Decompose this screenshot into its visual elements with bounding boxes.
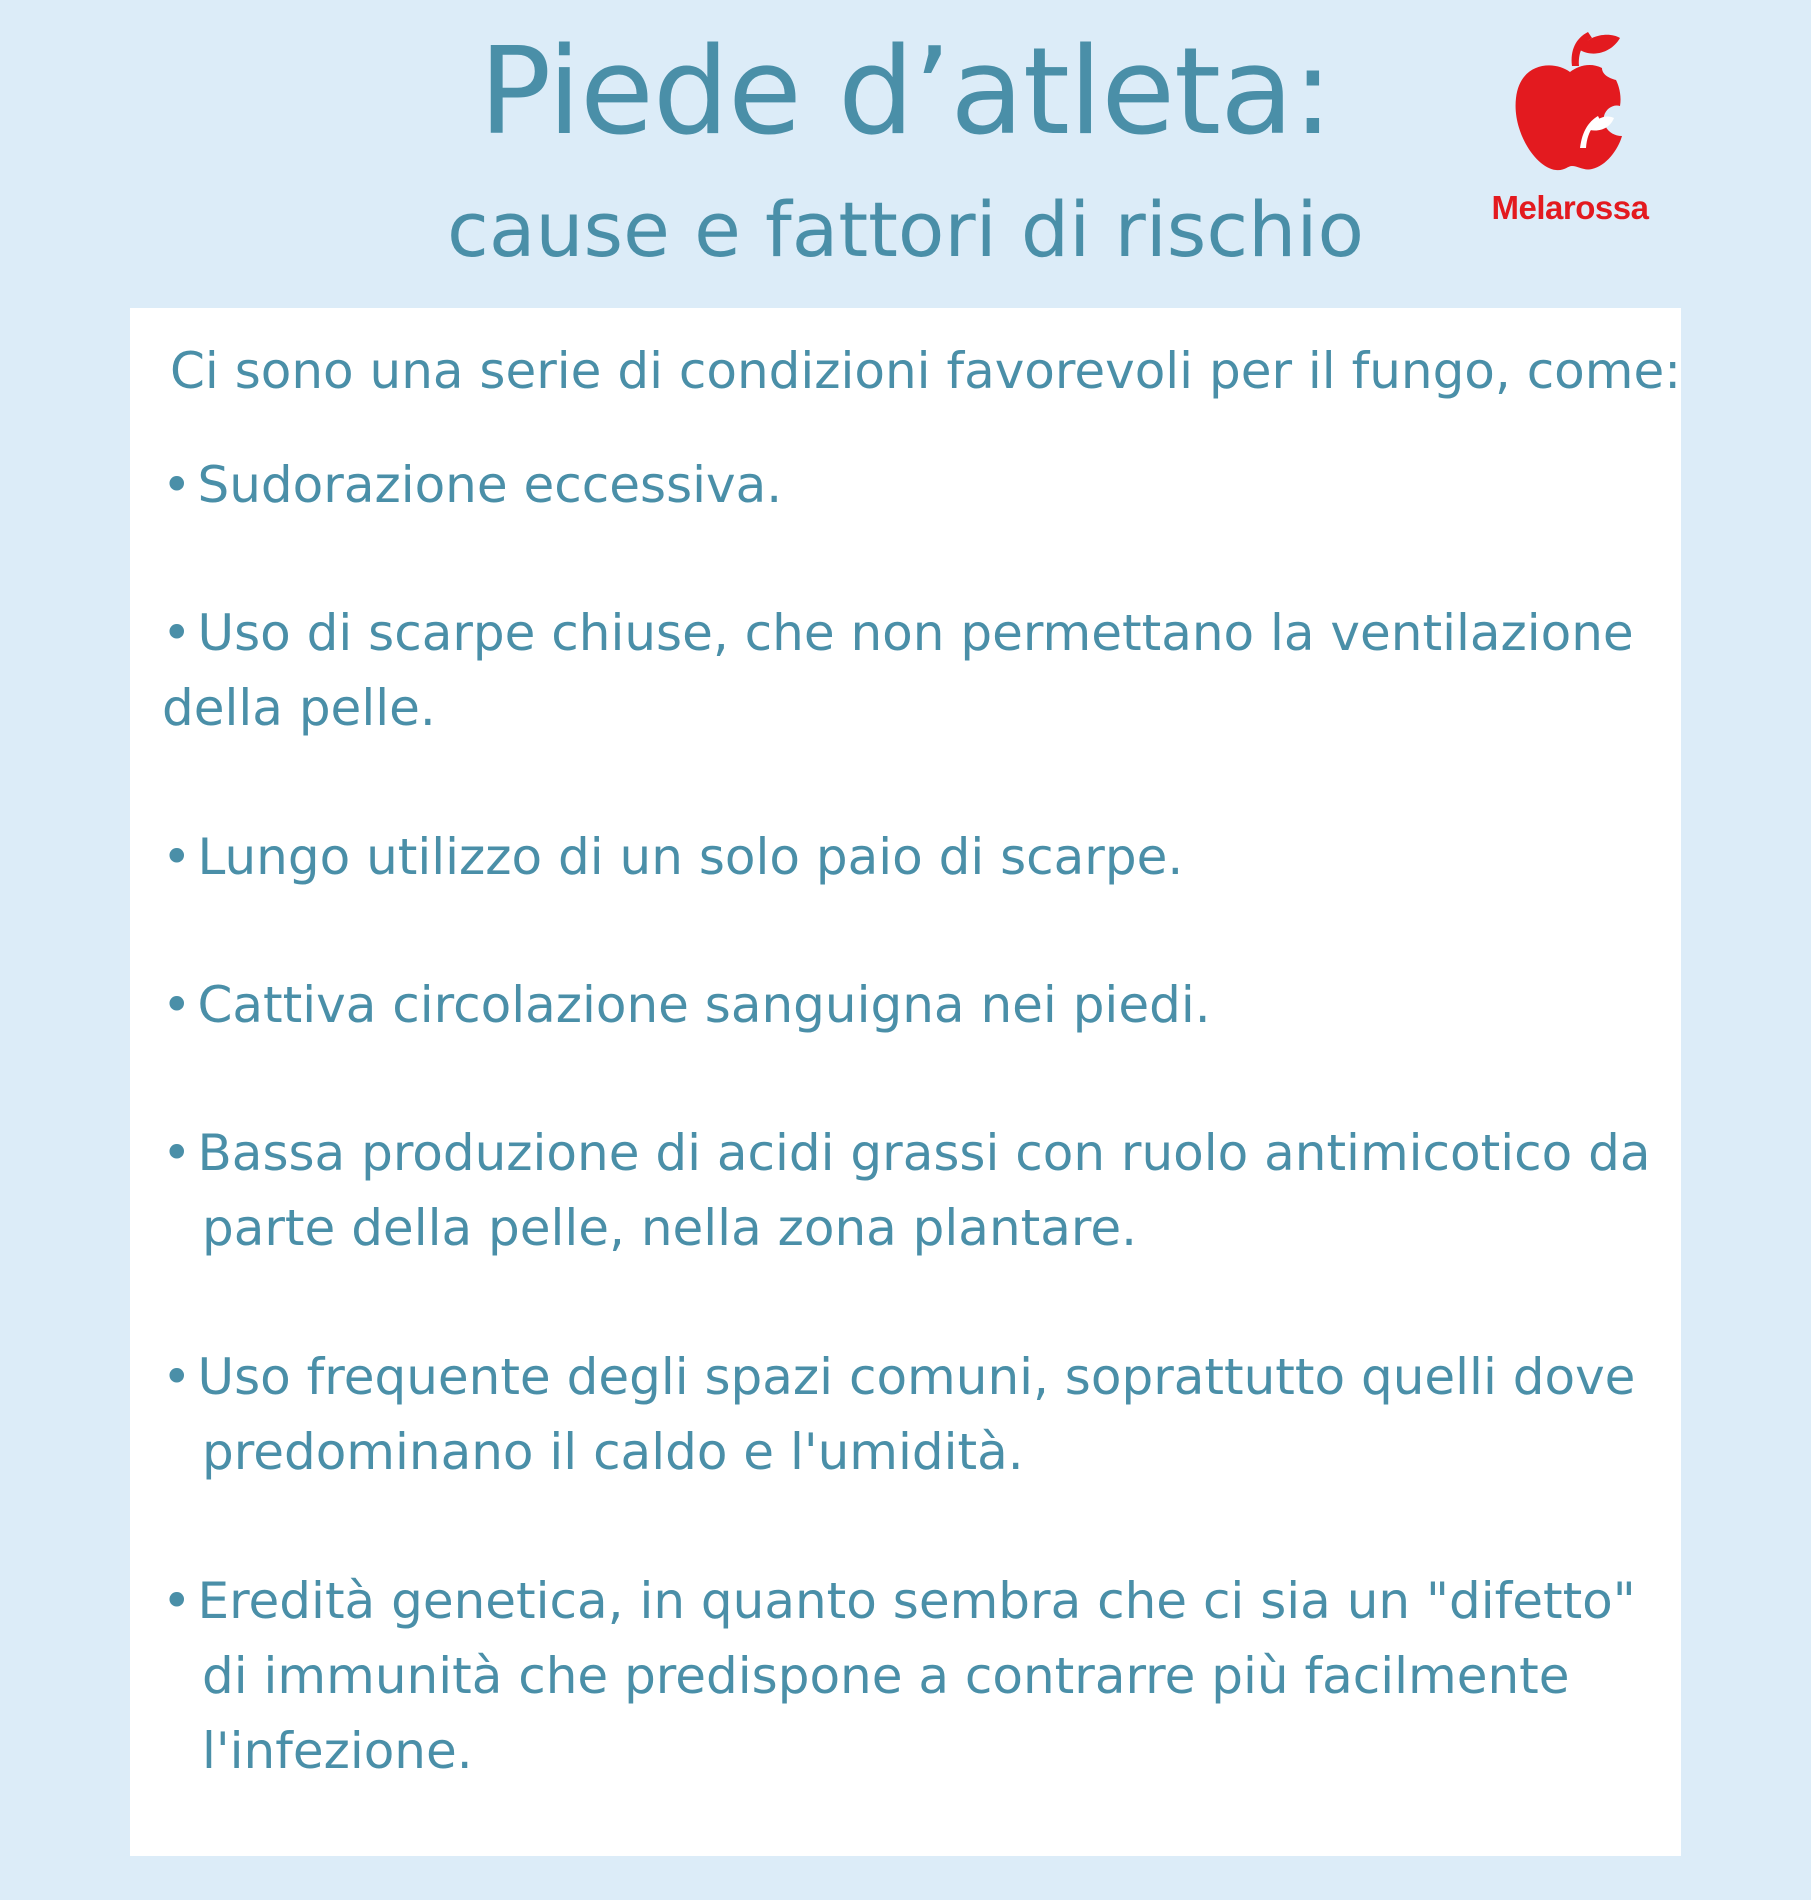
bullet-marker: • [162,604,192,662]
brand-logo [1480,28,1660,233]
list-item-text: Cattiva circolazione sanguigna nei piedi. [197,976,1211,1034]
bullet-marker: • [162,976,192,1034]
list-item-line [162,1639,1652,1714]
content-card [130,308,1681,1856]
apple-icon [1510,28,1630,173]
list-item [162,1116,1652,1266]
list-item [162,820,1652,895]
list-item-text: Sudorazione eccessiva. [197,456,783,514]
bullet-marker: • [162,1572,192,1630]
list-item-line [162,1116,1652,1191]
list-item [162,596,1652,746]
bullet-marker: • [162,828,192,886]
page-subtitle: cause e fattori di rischio [447,185,1364,274]
list-item-line [162,1191,1652,1266]
list-item-text: Uso frequente degli spazi comuni, soprattutto quelli dove [197,1348,1636,1406]
list-item-line [162,1714,1652,1789]
list-item-text: predominano il caldo e l'umidità. [202,1423,1024,1481]
bullet-marker: • [162,456,192,514]
list-item-line [162,1564,1652,1639]
list-item [162,968,1652,1043]
list-item-line [162,1415,1652,1490]
list-item-text: Eredità genetica, in quanto sembra che ci sia un "difetto" [197,1572,1636,1630]
list-item-text: della pelle. [162,679,436,737]
list-item-line [162,596,1652,671]
list-item-text: Uso di scarpe chiuse, che non permettano la ventilazione [197,604,1634,662]
brand-name: Melarossa [1491,189,1649,226]
list-item-line [162,820,1652,895]
list-item [162,448,1652,523]
list-item-text: di immunità che predispone a contrarre più facilmente [202,1647,1570,1705]
list-item-line [162,448,1652,523]
list-item-text: Lungo utilizzo di un solo paio di scarpe. [197,828,1184,886]
list-item-line [162,968,1652,1043]
bullet-marker: • [162,1124,192,1182]
list-item-text: l'infezione. [202,1722,473,1780]
list-item [162,1564,1652,1789]
list-item-line [162,671,1652,746]
intro-text: Ci sono una serie di condizioni favorevoli per il fungo, come: [170,342,1682,400]
list-item-line [162,1340,1652,1415]
list-item-text: Bassa produzione di acidi grassi con ruolo antimicotico da [197,1124,1651,1182]
page-title: Piede d’atleta: [478,23,1333,162]
list-item-text: parte della pelle, nella zona plantare. [202,1199,1137,1257]
bullet-marker: • [162,1348,192,1406]
list-item [162,1340,1652,1490]
